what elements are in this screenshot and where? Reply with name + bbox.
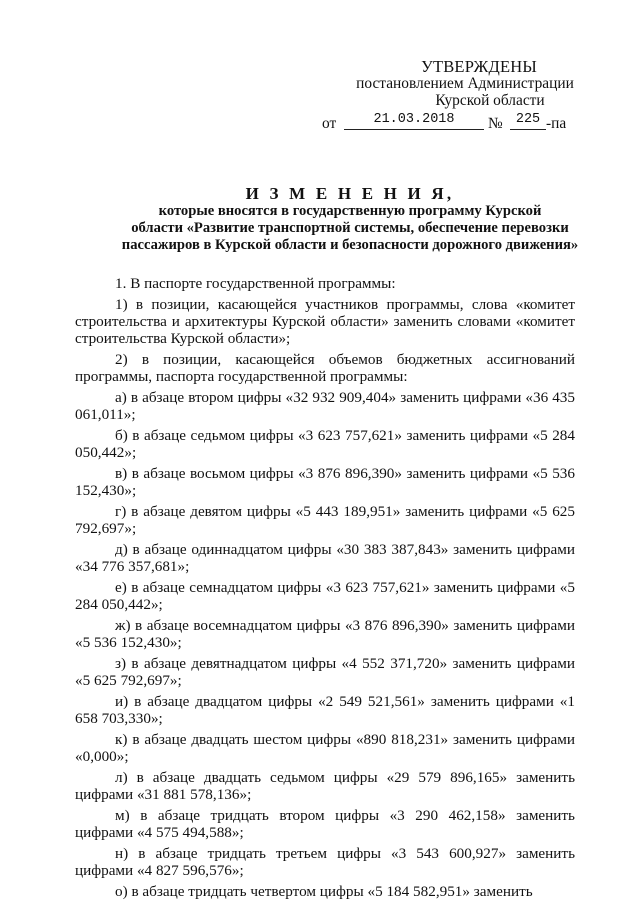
signature-line [322, 113, 582, 133]
paragraph: е) в абзаце семнадцатом цифры «3 623 757,621» заменить цифрами «5 284 050,442»; [75, 579, 575, 613]
approval-date: 21.03.2018 [344, 113, 484, 130]
paragraph: к) в абзаце двадцать шестом цифры «890 818,231» заменить цифрами «0,000»; [75, 731, 575, 765]
paragraph: 1. В паспорте государственной программы: [115, 275, 396, 292]
paragraph: и) в абзаце двадцатом цифры «2 549 521,561» заменить цифрами «1 658 703,330»; [75, 693, 575, 727]
paragraph: 1) в позиции, касающейся участников программы, слова «комитет строительства и архитектуры Курской области» заменить словами «комитет строительства Курской области»; [75, 296, 575, 347]
paragraph: в) в абзаце восьмом цифры «3 876 896,390» заменить цифрами «5 536 152,430»; [75, 465, 575, 499]
paragraph: м) в абзаце тридцать втором цифры «3 290 462,158» заменить цифрами «4 575 494,588»; [75, 807, 575, 841]
date-prefix: от [322, 115, 337, 132]
number-sign: № [488, 115, 503, 132]
paragraph: н) в абзаце тридцать третьем цифры «3 543 600,927» заменить цифрами «4 827 596,576»; [75, 845, 575, 879]
heading-line-2: области «Развитие транспортной системы, обеспечение перевозки [131, 220, 569, 236]
paragraph: о) в абзаце тридцать четвертом цифры «5 184 582,951» заменить [115, 883, 533, 900]
document-body [75, 275, 575, 904]
paragraph: л) в абзаце двадцать седьмом цифры «29 579 896,165» заменить цифрами «31 881 578,136»; [75, 769, 575, 803]
approval-number: 225 [510, 113, 546, 130]
paragraph: д) в абзаце одиннадцатом цифры «30 383 387,843» заменить цифрами «34 776 357,681»; [75, 541, 575, 575]
approval-line-2: Курской области [435, 92, 545, 109]
document-heading [120, 185, 580, 254]
paragraph: а) в абзаце втором цифры «32 932 909,404» заменить цифрами «36 435 061,011»; [75, 389, 575, 423]
heading-line-1: которые вносятся в государственную программу Курской [158, 203, 542, 219]
heading-line-3: пассажиров в Курской области и безопасности дорожного движения» [121, 237, 579, 253]
number-suffix: -па [546, 115, 567, 132]
paragraph: ж) в абзаце восемнадцатом цифры «3 876 896,390» заменить цифрами «5 536 152,430»; [75, 617, 575, 651]
paragraph: б) в абзаце седьмом цифры «3 623 757,621» заменить цифрами «5 284 050,442»; [75, 427, 575, 461]
paragraph: з) в абзаце девятнадцатом цифры «4 552 371,720» заменить цифрами «5 625 792,697»; [75, 655, 575, 689]
paragraph: г) в абзаце девятом цифры «5 443 189,951» заменить цифрами «5 625 792,697»; [75, 503, 575, 537]
approval-title: УТВЕРЖДЕНЫ [421, 57, 537, 76]
paragraph: 2) в позиции, касающейся объемов бюджетных ассигнований программы, паспорта государственной программы: [75, 351, 575, 385]
approval-line-1: постановлением Администрации [356, 75, 574, 92]
approval-block [340, 58, 580, 109]
heading-title: И З М Е Н Е Н И Я, [245, 184, 455, 203]
